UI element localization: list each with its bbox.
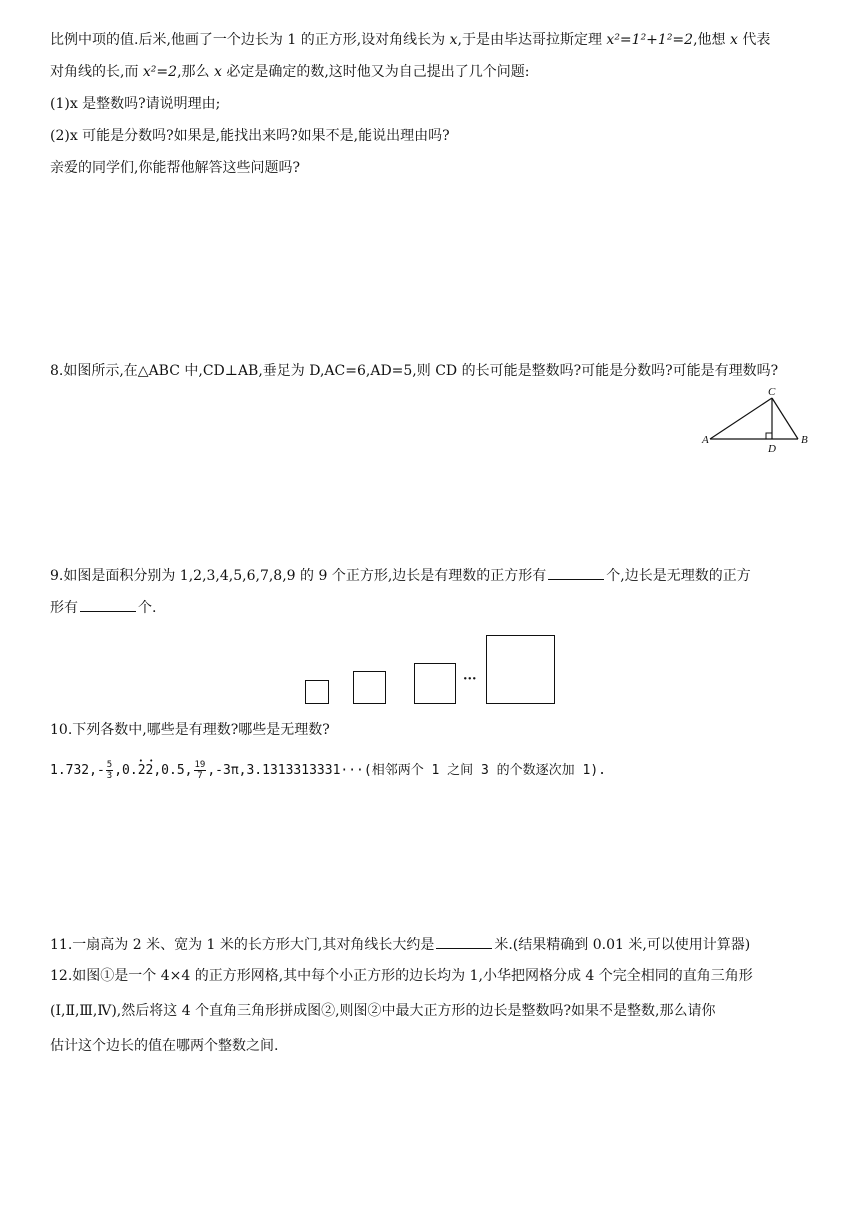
problem-9-text: 个.	[138, 600, 157, 616]
square-9	[486, 635, 555, 704]
number-list-rest: ,-3π,3.1313313331···(相邻两个 1 之间 3 的个数逐次加 1).	[207, 763, 606, 778]
intro-closing: 亲爱的同学们,你能帮他解答这些问题吗?	[50, 160, 300, 176]
repeating-decimal-22: • • 22	[138, 761, 154, 781]
fraction-numerator: 19	[194, 760, 206, 770]
problem-9-line-2	[50, 597, 156, 618]
fraction-denominator: 3	[106, 771, 113, 781]
problem-11-text: 11.一扇高为 2 米、宽为 1 米的长方形大门,其对角线长大约是	[50, 937, 435, 953]
equation: x²=2	[142, 64, 178, 80]
intro-text: 对角线的长,而	[50, 64, 143, 80]
var-x: x	[213, 64, 222, 80]
answer-blank-diagonal[interactable]	[436, 934, 492, 949]
square-3	[414, 663, 456, 704]
number-1732: 1.732,	[50, 763, 97, 778]
label-b: B	[801, 434, 808, 446]
label-c: C	[768, 386, 776, 398]
problem-9-line-1	[50, 565, 751, 586]
problem-11-text: 米.(结果精确到 0.01 米,可以使用计算器)	[494, 937, 751, 953]
problem-9-text: 9.如图是面积分别为 1,2,3,4,5,6,7,8,9 的 9 个正方形,边长是有理数的正方形有	[50, 568, 547, 584]
intro-text: 比例中项的值.后米,他画了一个边长为 1 的正方形,设对角线长为	[50, 32, 450, 48]
number-0-22-prefix: ,0.	[114, 763, 138, 778]
problem-9-text: 个,边长是无理数的正方	[606, 568, 751, 584]
question-2: (2)x 可能是分数吗?如果是,能找出来吗?如果不是,能说出理由吗?	[50, 128, 450, 144]
var-x: x	[729, 32, 738, 48]
right-angle-mark	[766, 433, 772, 439]
answer-blank-rational[interactable]	[548, 565, 604, 580]
problem-11-line	[50, 934, 750, 955]
problem-9-text: 形有	[50, 600, 78, 616]
fraction-denominator: 7	[197, 771, 203, 781]
intro-line-2	[50, 62, 530, 82]
ellipsis: ···	[463, 672, 477, 687]
number-05: ,0.5,	[153, 763, 193, 778]
question-1: (1)x 是整数吗?请说明理由;	[50, 96, 221, 112]
intro-text: ,于是由毕达哥拉斯定理	[457, 32, 607, 48]
label-a: A	[702, 434, 709, 446]
problem-8-text: 8.如图所示,在△ABC 中,CD⊥AB,垂足为 D,AC=6,AD=5,则 CD 的长可能是整数吗?可能是分数吗?可能是有理数吗?	[50, 363, 779, 379]
problem-12-line-2: (Ⅰ,Ⅱ,Ⅲ,Ⅳ),然后将这 4 个直角三角形拼成图②,则图②中最大正方形的边长是整数吗?如果不是整数,那么请你	[50, 1003, 716, 1019]
problem-12-line-3: 估计这个边长的值在哪两个整数之间.	[50, 1038, 279, 1054]
intro-line-1	[50, 30, 770, 50]
square-1	[305, 680, 329, 704]
fraction-numerator: 5	[106, 760, 113, 770]
fraction-19-7	[194, 760, 207, 781]
side-cb	[772, 398, 798, 439]
problem-12-line-1: 12.如图①是一个 4×4 的正方形网格,其中每个小正方形的边长均为 1,小华把网格分成 4 个完全相同的直角三角形	[50, 968, 753, 984]
intro-text: ,他想	[693, 32, 730, 48]
label-d: D	[768, 443, 776, 455]
minus-sign: -	[96, 763, 105, 778]
intro-text: 必定是确定的数,这时他又为自己提出了几个问题:	[221, 64, 530, 80]
fraction-5-3	[106, 760, 113, 781]
var-x: x	[449, 32, 458, 48]
problem-10-text: 10.下列各数中,哪些是有理数?哪些是无理数?	[50, 722, 330, 738]
problem-10-numbers	[50, 760, 606, 781]
triangle-abc-figure	[700, 384, 820, 456]
answer-blank-irrational[interactable]	[80, 597, 136, 612]
pythagoras-equation: x²=1²+1²=2	[606, 32, 694, 48]
side-ac	[710, 398, 772, 439]
intro-text: ,那么	[177, 64, 214, 80]
square-2	[353, 671, 386, 704]
intro-text: 代表	[737, 32, 771, 48]
